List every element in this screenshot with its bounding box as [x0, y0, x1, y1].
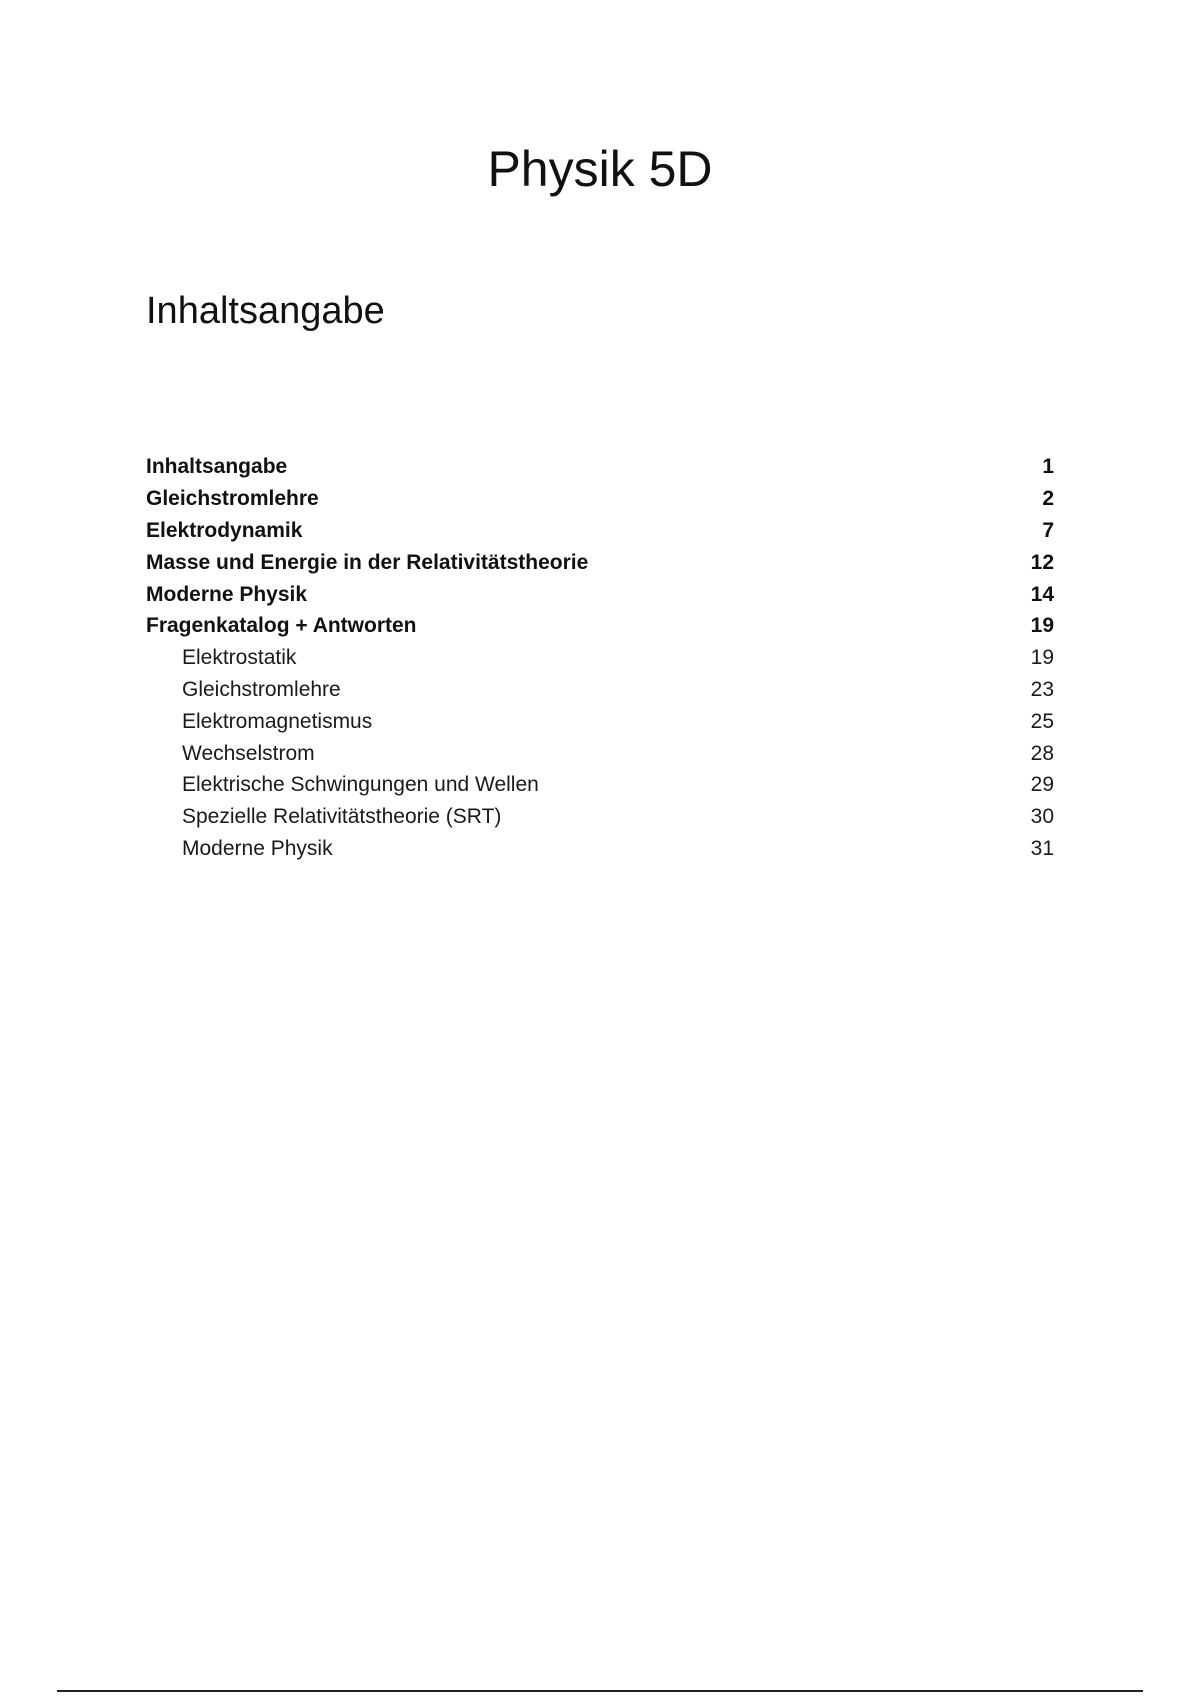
toc-entry-page: 31 — [1030, 836, 1054, 860]
toc-entry-label: Elektrische Schwingungen und Wellen — [182, 773, 539, 797]
toc-subentry-gleichstromlehre[interactable] — [146, 674, 1054, 706]
toc-entry-label: Spezielle Relativitätstheorie (SRT) — [182, 805, 502, 829]
toc-entry-label: Elektrodynamik — [146, 518, 303, 542]
toc-entry-page: 29 — [1030, 773, 1054, 797]
toc-subentry-elektromagnetismus[interactable] — [146, 705, 1054, 737]
toc-entry-inhaltsangabe[interactable] — [146, 451, 1054, 483]
toc-entry-label: Moderne Physik — [146, 582, 308, 606]
toc-entry-label: Fragenkatalog + Antworten — [146, 614, 417, 638]
toc-entry-label: Elektrostatik — [182, 646, 297, 670]
toc-entry-label: Moderne Physik — [182, 836, 333, 860]
toc-subentry-moderne-physik[interactable] — [146, 833, 1054, 865]
toc-entry-label: Masse und Energie in der Relativitätstheorie — [146, 550, 589, 574]
table-of-contents — [146, 451, 1054, 864]
toc-entry-page: 19 — [1030, 614, 1054, 638]
toc-subentry-srt[interactable] — [146, 801, 1054, 833]
toc-entry-page: 28 — [1030, 741, 1054, 765]
toc-entry-page: 12 — [1030, 550, 1054, 574]
toc-entry-moderne-physik[interactable] — [146, 578, 1054, 610]
toc-entry-label: Elektromagnetismus — [182, 709, 373, 733]
toc-entry-label: Gleichstromlehre — [182, 677, 341, 701]
toc-entry-label: Wechselstrom — [182, 741, 315, 765]
toc-entry-page: 23 — [1030, 677, 1054, 701]
toc-subentry-schwingungen-und-wellen[interactable] — [146, 769, 1054, 801]
document-title: Physik 5D — [487, 141, 713, 197]
toc-entry-label: Inhaltsangabe — [146, 455, 288, 479]
toc-entry-page: 2 — [1042, 487, 1054, 511]
toc-entry-gleichstromlehre[interactable] — [146, 483, 1054, 515]
toc-entry-page: 30 — [1030, 805, 1054, 829]
toc-subentry-wechselstrom[interactable] — [146, 737, 1054, 769]
toc-entry-label: Gleichstromlehre — [146, 487, 319, 511]
toc-entry-page: 7 — [1042, 518, 1054, 542]
toc-entry-masse-und-energie[interactable] — [146, 546, 1054, 578]
footer-divider — [57, 1690, 1143, 1692]
toc-entry-elektrodynamik[interactable] — [146, 515, 1054, 547]
toc-entry-fragenkatalog[interactable] — [146, 610, 1054, 642]
toc-entry-page: 1 — [1042, 455, 1054, 479]
toc-entry-page: 19 — [1030, 646, 1054, 670]
toc-subentry-elektrostatik[interactable] — [146, 642, 1054, 674]
toc-heading: Inhaltsangabe — [146, 290, 385, 332]
toc-entry-page: 25 — [1030, 709, 1054, 733]
toc-entry-page: 14 — [1030, 582, 1054, 606]
